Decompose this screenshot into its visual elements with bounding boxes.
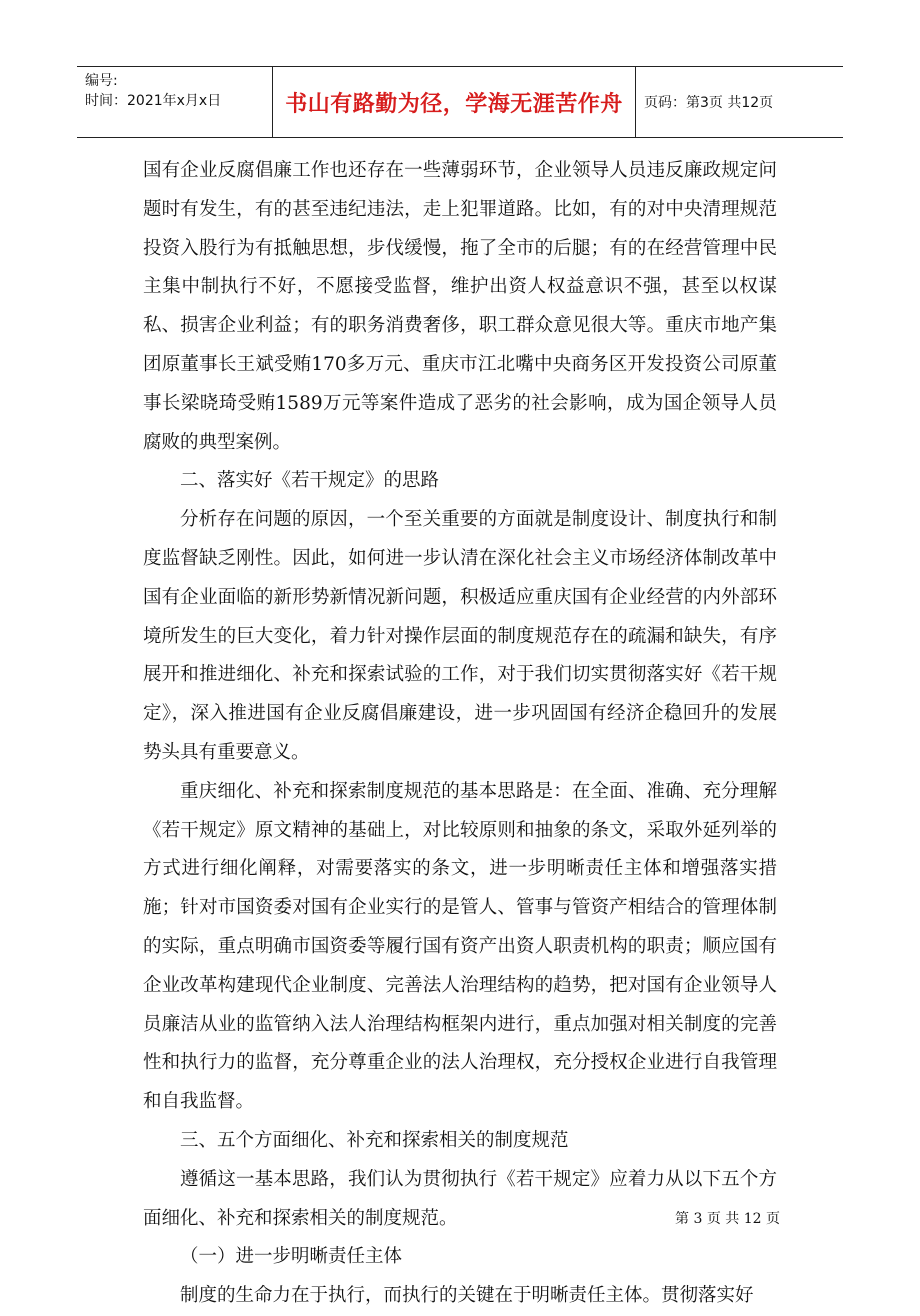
- body-paragraph: 国有企业反腐倡廉工作也还存在一些薄弱环节，企业领导人员违反廉政规定问题时有发生，有的甚至违纪违法，走上犯罪道路。比如，有的对中央清理规范投资入股行为有抵触思想，步伐缓慢，拖了全市的后腿；有的在经营管理中民主集中制执行不好，不愿接受监督，维护出资人权益意识不强，甚至以权谋私、损害企业利益；有的职务消费奢侈，职工群众意见很大等。重庆市地产集团原董事长王斌受贿170多万元、重庆市江北嘴中央商务区开发投资公司原董事长梁晓琦受贿1589万元等案件造成了恶劣的社会影响，成为国企领导人员腐败的典型案例。: [143, 160, 777, 453]
- page-footer: 第 3 页 共 12 页: [675, 1211, 780, 1227]
- header-meta: [77, 67, 273, 137]
- subsection-heading: （一）进一步明晰责任主体: [180, 1246, 403, 1268]
- body-paragraph: 分析存在问题的原因，一个至关重要的方面就是制度设计、制度执行和制度监督缺乏刚性。因此，如何进一步认清在深化社会主义市场经济体制改革中国有企业面临的新形势新情况新问题，积极适应重庆国有企业经营的内外部环境所发生的巨大变化，着力针对操作层面的制度规范存在的疏漏和缺失，有序展开和推进细化、补充和探索试验的工作，对于我们切实贯彻落实好《若干规定》，深入推进国有企业反腐倡廉建设，进一步巩固国有经济企稳回升的发展势头具有重要意义。: [143, 509, 777, 763]
- document-body: [143, 152, 777, 1316]
- body-paragraph: 制度的生命力在于执行，而执行的关键在于明晰责任主体。贯彻落实好: [180, 1285, 754, 1307]
- section-heading: 二、落实好《若干规定》的思路: [180, 470, 440, 492]
- page-header: [77, 66, 843, 138]
- section-heading: 三、五个方面细化、补充和探索相关的制度规范: [180, 1129, 569, 1151]
- code-label: 编号:: [85, 73, 118, 89]
- body-paragraph: 重庆细化、补充和探索制度规范的基本思路是：在全面、准确、充分理解《若干规定》原文精神的基础上，对比较原则和抽象的条文，采取外延列举的方式进行细化阐释，对需要落实的条文，进一步明晰责任主体和增强落实措施；针对市国资委对国有企业实行的是管人、管事与管资产相结合的管理体制的实际，重点明确市国资委等履行国有资产出资人职责机构的职责；顺应国有企业改革构建现代企业制度、完善法人治理结构的趋势，把对国有企业领导人员廉洁从业的监管纳入法人治理结构框架内进行，重点加强对相关制度的完善性和执行力的监督，充分尊重企业的法人治理权，充分授权企业进行自我管理和自我监督。: [143, 780, 777, 1113]
- header-motto: 书山有路勤为径，学海无涯苦作舟: [273, 67, 636, 137]
- header-page-number: 页码：第3页 共12页: [644, 95, 774, 111]
- body-paragraph: 遵循这一基本思路，我们认为贯彻执行《若干规定》应着力从以下五个方面细化、补充和探索相关的制度规范。: [143, 1168, 777, 1229]
- time-label: 时间：2021年x月x日: [85, 93, 222, 109]
